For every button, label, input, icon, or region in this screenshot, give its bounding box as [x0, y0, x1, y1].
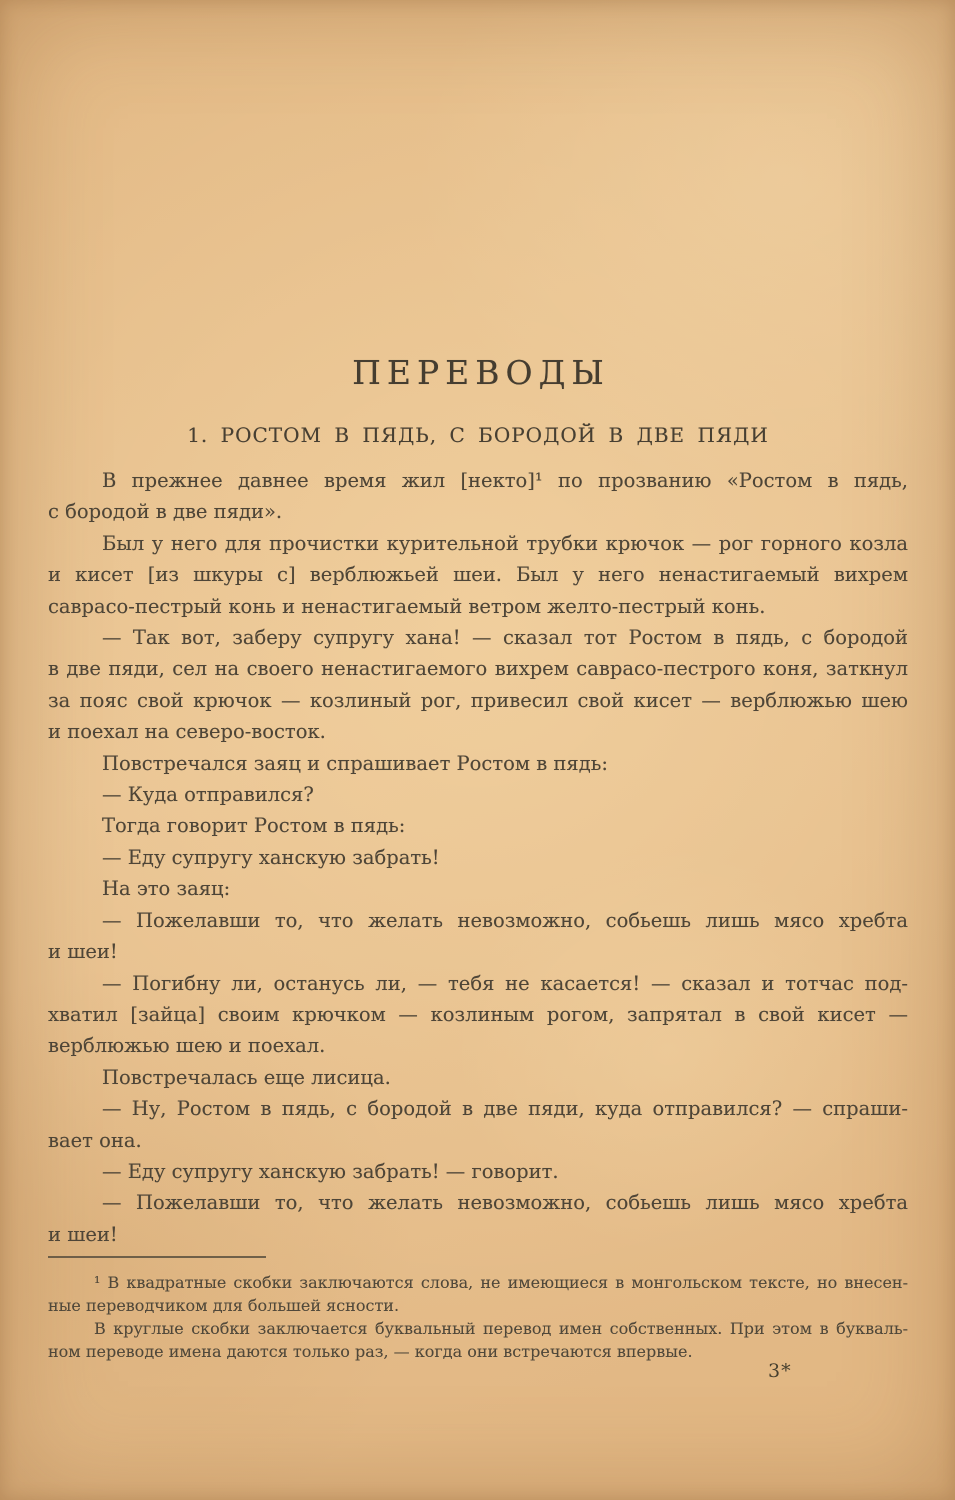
paragraph [48, 528, 908, 622]
paragraph [48, 873, 908, 904]
text-line: — Куда отправился? [102, 783, 314, 807]
paragraph [48, 1271, 908, 1317]
footnote-block [48, 1256, 908, 1363]
text-line: и шеи! [48, 1222, 118, 1246]
text-line: и шеи! [48, 940, 118, 964]
text-line: с бородой в две пяди». [48, 500, 283, 524]
paragraph [48, 905, 908, 968]
paragraph [48, 1187, 908, 1250]
signature-mark: 3* [768, 1360, 792, 1382]
paragraph [48, 465, 908, 528]
text-line: и поехал на северо-восток. [48, 720, 326, 744]
text-line: вает она. [48, 1128, 142, 1152]
paragraph [48, 748, 908, 779]
story-text [48, 465, 908, 1250]
text-line: верблюжью шею и поехал. [48, 1034, 326, 1058]
paragraph [48, 622, 908, 748]
text-line: — Пожелавши то, что желать невозможно, собьешь лишь мясо хребта [102, 908, 908, 932]
footnotes [48, 1271, 908, 1363]
paragraph [48, 968, 908, 1062]
text-line: — Еду супругу ханскую забрать! [102, 845, 440, 869]
text-line: Повстречалась еще лисица. [102, 1065, 391, 1089]
footnote-rule [48, 1256, 266, 1258]
paragraph [48, 1062, 908, 1093]
text-line: ные переводчиком для большей ясности. [48, 1296, 400, 1316]
text-line: — Ну, Ростом в пядь, с бородой в две пяди, куда отправился? — спраши- [102, 1097, 908, 1121]
page-title: ПЕРЕВОДЫ [352, 353, 610, 392]
text-line: Был у него для прочистки курительной трубки крючок — рог горного козла [102, 531, 908, 555]
paragraph [48, 1156, 908, 1187]
text-line: — Погибну ли, останусь ли, — тебя не касается! — сказал и тотчас под- [102, 971, 908, 995]
paragraph [48, 779, 908, 810]
text-line: Повстречался заяц и спрашивает Ростом в пядь: [102, 751, 608, 775]
text-line: и кисет [из шкуры с] верблюжьей шеи. Был у него ненастигаемый вихрем [48, 563, 908, 587]
text-line: Тогда говорит Ростом в пядь: [102, 814, 406, 838]
text-line: хватил [зайца] своим крючком — козлиным рогом, запрятал в свой кисет — [48, 1002, 908, 1026]
paragraph [48, 1317, 908, 1363]
text-line: — Еду супругу ханскую забрать! — говорит. [102, 1159, 559, 1183]
text-line: На это заяц: [102, 877, 231, 901]
text-line: В прежнее давнее время жил [некто]¹ по прозванию «Ростом в пядь, [102, 469, 908, 492]
text-line: — Пожелавши то, что желать невозможно, собьешь лишь мясо хребта [102, 1191, 908, 1215]
text-line: — Так вот, заберу супругу хана! — сказал тот Ростом в пядь, с бородой [102, 626, 908, 650]
text-line: за пояс свой крючок — козлиный рог, привесил свой кисет — верблюжью шею [48, 688, 908, 712]
paragraph [48, 1093, 908, 1156]
text-line: в две пяди, сел на своего ненастигаемого вихрем саврасо-пестрого коня, заткнул [48, 657, 908, 681]
text-line: саврасо-пестрый конь и ненастигаемый ветром желто-пестрый конь. [48, 594, 766, 618]
text-line: В круглые скобки заключается буквальный перевод имен собственных. При этом в букваль- [94, 1319, 908, 1339]
section-heading: 1. РОСТОМ В ПЯДЬ, С БОРОДОЙ В ДВЕ ПЯДИ [187, 423, 769, 447]
paragraph [48, 810, 908, 841]
text-line: ном переводе имена даются только раз, — когда они встречаются впервые. [48, 1342, 693, 1362]
paragraph [48, 842, 908, 873]
text-line: ¹ В квадратные скобки заключаются слова, не имеющиеся в монгольском тексте, но внесен- [94, 1273, 908, 1293]
